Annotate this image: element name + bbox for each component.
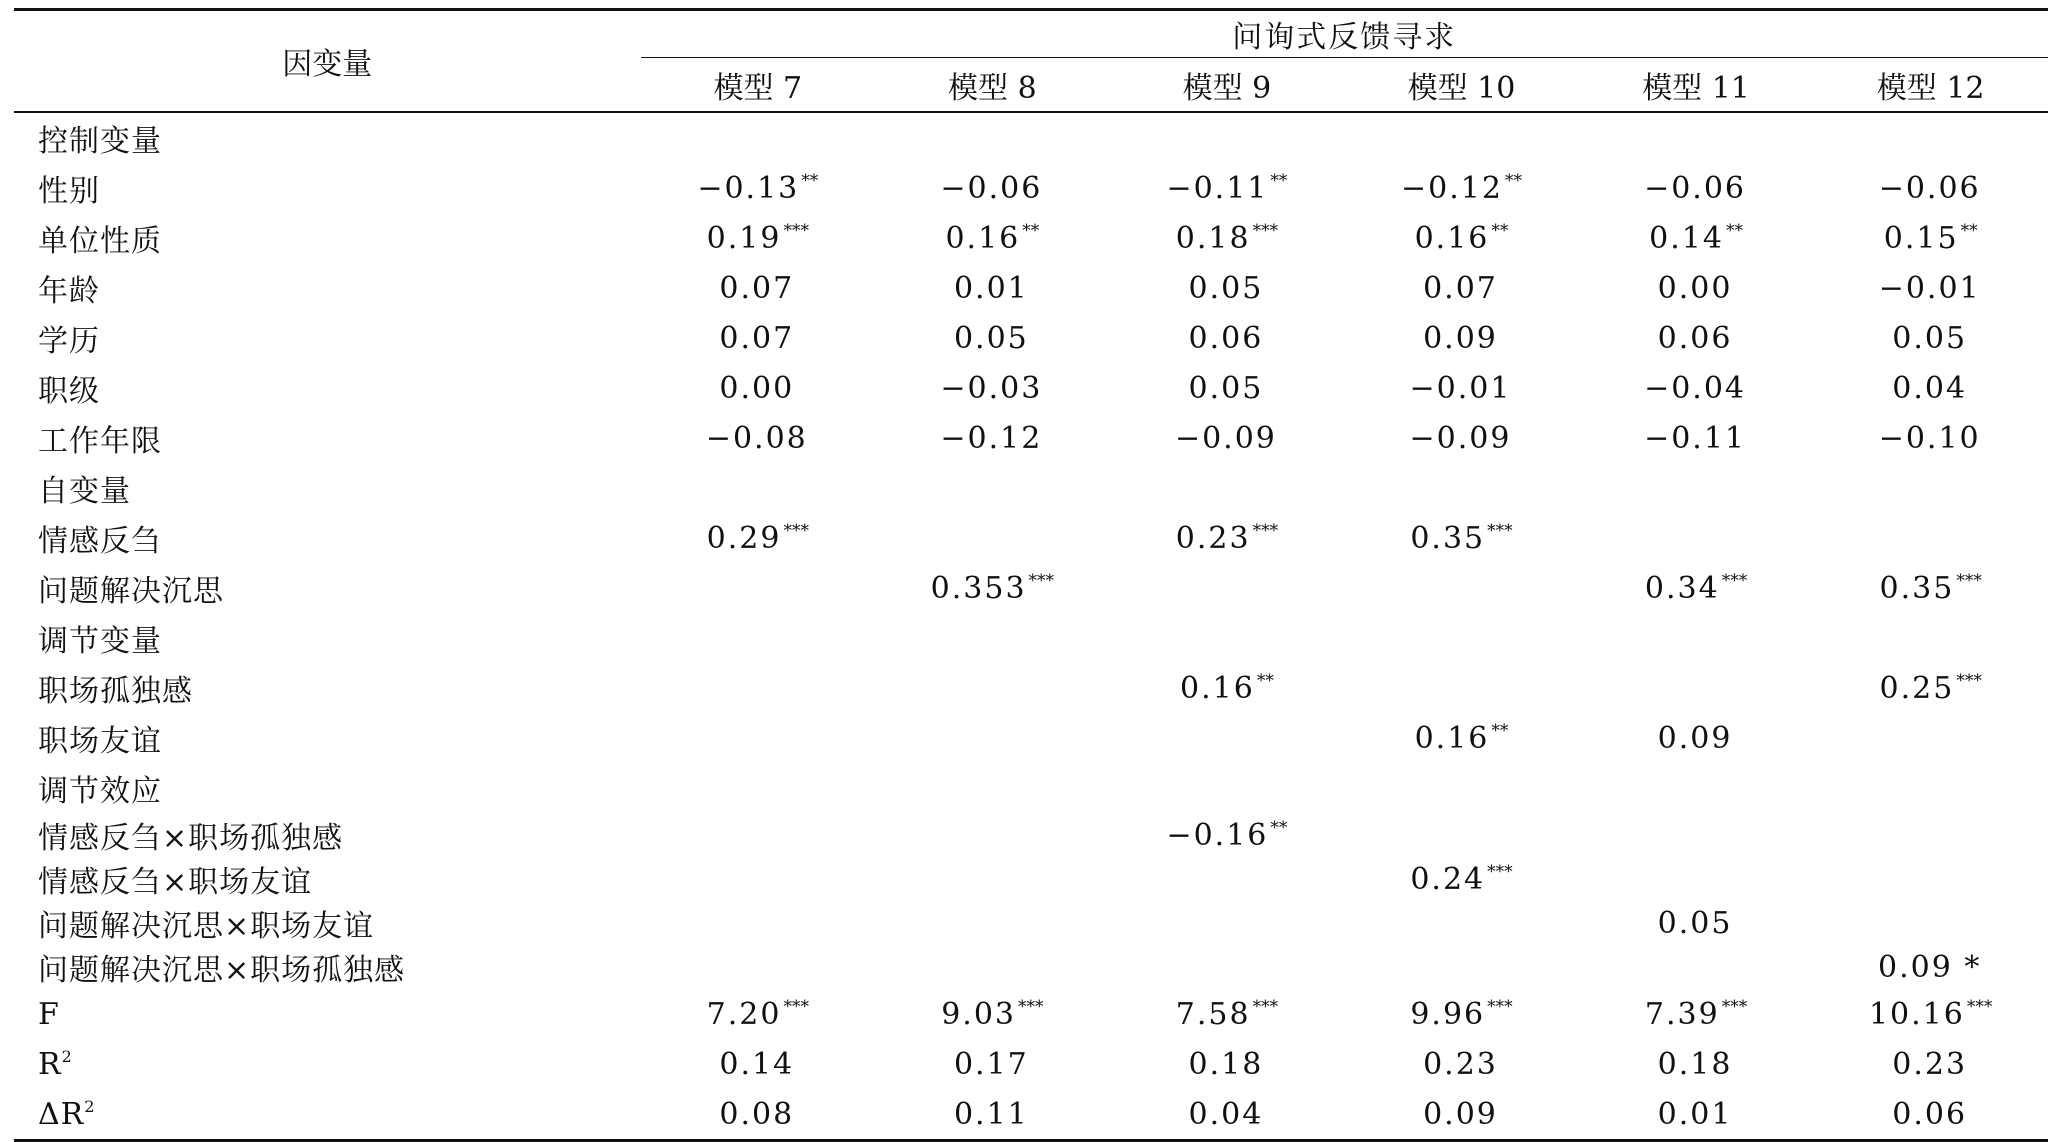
coefficient-cell	[1579, 513, 1814, 563]
coefficient-value: 7.20	[706, 996, 782, 1032]
coefficient-cell	[1813, 663, 2048, 713]
coefficient-cell	[1579, 857, 1814, 901]
row-label	[14, 763, 641, 813]
row-label	[14, 463, 641, 513]
significance-marker: ***	[1252, 996, 1279, 1017]
coefficient-value: −0.10	[1878, 420, 1981, 456]
coefficient-cell	[1579, 563, 1814, 613]
coefficient-cell	[1579, 613, 1814, 663]
coefficient-value: 0.15	[1883, 220, 1959, 256]
table-row	[14, 989, 2048, 1039]
coefficient-value: 0.18	[1657, 1046, 1733, 1082]
row-label	[14, 613, 641, 663]
coefficient-value: 0.04	[1892, 370, 1968, 406]
coefficient-value: 0.07	[719, 270, 795, 306]
coefficient-value: −0.01	[1878, 270, 1981, 306]
coefficient-value: 0.05	[953, 320, 1029, 356]
row-label-text: 单位性质	[38, 224, 162, 259]
coefficient-cell	[875, 857, 1110, 901]
row-label	[14, 857, 641, 901]
coefficient-cell	[1813, 901, 2048, 945]
coefficient-cell	[1579, 413, 1814, 463]
coefficient-cell	[1110, 263, 1345, 313]
regression-table	[14, 8, 2048, 1142]
coefficient-cell	[1110, 513, 1345, 563]
row-label	[14, 112, 641, 163]
coefficient-cell	[1110, 213, 1345, 263]
coefficient-cell	[875, 563, 1110, 613]
row-label-text: R	[38, 1046, 62, 1082]
coefficient-value: 0.16	[1180, 670, 1255, 706]
coefficient-cell	[1344, 313, 1579, 363]
model-header-7: 模型 7	[641, 58, 876, 112]
coefficient-cell	[875, 1089, 1110, 1141]
coefficient-cell	[1813, 989, 2048, 1039]
coefficient-cell	[875, 813, 1110, 857]
significance-marker: ***	[783, 520, 809, 541]
coefficient-cell	[641, 213, 876, 263]
table-row	[14, 1089, 2048, 1141]
significance-marker: ***	[1956, 570, 1982, 591]
coefficient-cell	[875, 263, 1110, 313]
coefficient-cell	[1813, 763, 2048, 813]
coefficient-cell	[1110, 989, 1345, 1039]
table-row	[14, 945, 2048, 989]
coefficient-cell	[1110, 1039, 1345, 1089]
coefficient-cell	[1579, 363, 1814, 413]
significance-marker: ***	[783, 220, 809, 241]
coefficient-value: 0.35	[1410, 520, 1486, 556]
significance-marker: **	[801, 170, 819, 191]
coefficient-cell	[875, 413, 1110, 463]
coefficient-cell	[1579, 663, 1814, 713]
coefficient-cell	[1813, 413, 2048, 463]
coefficient-value: 0.09 *	[1877, 949, 1982, 985]
coefficient-cell	[641, 857, 876, 901]
coefficient-cell	[1110, 413, 1345, 463]
coefficient-cell	[1344, 112, 1579, 163]
coefficient-cell	[1110, 663, 1345, 713]
coefficient-value: 0.16	[1414, 720, 1490, 756]
coefficient-value: 0.01	[1657, 1096, 1733, 1132]
coefficient-cell	[641, 763, 876, 813]
dependent-variable-header: 因变量	[14, 10, 641, 113]
coefficient-value: −0.16	[1166, 817, 1269, 853]
coefficient-cell	[1579, 313, 1814, 363]
coefficient-cell	[1110, 945, 1345, 989]
coefficient-cell	[1579, 112, 1814, 163]
coefficient-cell	[1110, 112, 1345, 163]
coefficient-cell	[875, 763, 1110, 813]
model-header-8: 模型 8	[875, 58, 1110, 112]
coefficient-cell	[1813, 213, 2048, 263]
row-label-text: 问题解决沉思	[38, 574, 224, 609]
coefficient-cell	[641, 663, 876, 713]
row-label	[14, 989, 641, 1039]
coefficient-cell	[641, 713, 876, 763]
coefficient-cell	[875, 901, 1110, 945]
table-row	[14, 413, 2048, 463]
coefficient-cell	[875, 713, 1110, 763]
coefficient-value: 0.06	[1892, 1096, 1968, 1132]
coefficient-cell	[875, 363, 1110, 413]
coefficient-cell	[641, 163, 876, 213]
coefficient-cell	[1813, 945, 2048, 989]
significance-marker: **	[1504, 170, 1522, 191]
coefficient-value: 0.35	[1879, 570, 1955, 606]
significance-marker: ***	[1028, 570, 1055, 591]
coefficient-cell	[1579, 213, 1814, 263]
significance-marker: **	[1022, 220, 1040, 241]
coefficient-value: 7.58	[1175, 996, 1251, 1032]
row-label	[14, 213, 641, 263]
coefficient-cell	[1110, 363, 1345, 413]
row-label-text: 情感反刍×职场友谊	[38, 865, 313, 900]
row-label-text: 调节变量	[38, 624, 162, 659]
coefficient-value: 0.09	[1657, 720, 1733, 756]
coefficient-value: −0.11	[1166, 170, 1269, 206]
row-label	[14, 313, 641, 363]
coefficient-cell	[1344, 463, 1579, 513]
coefficient-value: 0.11	[953, 1096, 1029, 1132]
significance-marker: ***	[1252, 220, 1279, 241]
table-row	[14, 713, 2048, 763]
significance-marker: ***	[1018, 996, 1044, 1017]
coefficient-value: 0.05	[1657, 905, 1733, 941]
coefficient-value: 0.29	[706, 520, 782, 556]
coefficient-value: 0.18	[1188, 1046, 1264, 1082]
significance-marker: ***	[1721, 996, 1748, 1017]
coefficient-cell	[1579, 989, 1814, 1039]
row-label-text: 职场友谊	[38, 724, 162, 759]
row-label	[14, 713, 641, 763]
coefficient-cell	[641, 613, 876, 663]
row-label-text: 性别	[38, 174, 100, 209]
coefficient-cell	[1579, 163, 1814, 213]
coefficient-value: −0.09	[1174, 420, 1277, 456]
coefficient-cell	[1344, 713, 1579, 763]
coefficient-cell	[1813, 313, 2048, 363]
coefficient-value: −0.13	[697, 170, 800, 206]
significance-marker: **	[1491, 720, 1509, 741]
coefficient-cell	[1813, 857, 2048, 901]
coefficient-value: 0.19	[706, 220, 782, 256]
coefficient-cell	[1110, 1089, 1345, 1141]
coefficient-cell	[1344, 1089, 1579, 1141]
coefficient-cell	[1813, 713, 2048, 763]
row-label-text: 情感反刍×职场孤独感	[38, 821, 344, 856]
coefficient-value: 0.14	[1649, 220, 1724, 256]
coefficient-value: 0.24	[1410, 861, 1486, 897]
significance-marker: **	[1270, 817, 1288, 838]
row-label	[14, 413, 641, 463]
table-row	[14, 363, 2048, 413]
row-label-text: 情感反刍	[38, 524, 162, 559]
coefficient-value: 0.23	[1892, 1046, 1968, 1082]
row-label-text: 工作年限	[38, 424, 162, 459]
coefficient-value: 0.18	[1175, 220, 1251, 256]
coefficient-cell	[1110, 713, 1345, 763]
table-row	[14, 213, 2048, 263]
coefficient-value: −0.09	[1409, 420, 1512, 456]
coefficient-cell	[1579, 763, 1814, 813]
significance-marker: **	[1491, 220, 1509, 241]
coefficient-value: 0.353	[930, 570, 1027, 606]
coefficient-value: 0.05	[1188, 370, 1264, 406]
coefficient-cell	[1813, 1089, 2048, 1141]
coefficient-cell	[875, 513, 1110, 563]
table-row	[14, 513, 2048, 563]
row-label-text: 控制变量	[38, 124, 162, 159]
row-label	[14, 363, 641, 413]
coefficient-cell	[1579, 945, 1814, 989]
row-label	[14, 945, 641, 989]
coefficient-value: 0.00	[719, 370, 795, 406]
coefficient-cell	[1344, 163, 1579, 213]
coefficient-value: −0.06	[940, 170, 1043, 206]
table-row	[14, 112, 2048, 163]
row-label-text: F	[38, 996, 60, 1032]
coefficient-value: 10.16	[1868, 996, 1965, 1032]
table-row	[14, 463, 2048, 513]
coefficient-value: 0.34	[1644, 570, 1720, 606]
significance-marker: **	[1270, 170, 1288, 191]
row-label-superscript: 2	[61, 1046, 73, 1066]
coefficient-cell	[875, 112, 1110, 163]
coefficient-value: 0.06	[1188, 320, 1264, 356]
coefficient-cell	[641, 363, 876, 413]
row-label-text: 学历	[38, 324, 100, 359]
coefficient-cell	[641, 813, 876, 857]
row-label-text: 年龄	[38, 274, 100, 309]
coefficient-cell	[1579, 463, 1814, 513]
coefficient-cell	[1579, 813, 1814, 857]
coefficient-value: −0.08	[705, 420, 808, 456]
coefficient-cell	[875, 613, 1110, 663]
coefficient-cell	[641, 413, 876, 463]
coefficient-value: 0.16	[1414, 220, 1490, 256]
coefficient-value: −0.06	[1878, 170, 1981, 206]
regression-table-container	[14, 8, 2048, 1142]
table-row	[14, 313, 2048, 363]
significance-marker: ***	[1487, 996, 1513, 1017]
coefficient-value: −0.11	[1644, 420, 1747, 456]
coefficient-value: 0.17	[953, 1046, 1029, 1082]
coefficient-value: −0.04	[1644, 370, 1747, 406]
coefficient-cell	[1344, 763, 1579, 813]
significance-marker: ***	[1487, 520, 1513, 541]
group-header: 问询式反馈寻求	[641, 10, 2048, 58]
coefficient-cell	[875, 989, 1110, 1039]
model-header-11: 模型 11	[1579, 58, 1814, 112]
significance-marker: **	[1256, 670, 1274, 691]
coefficient-cell	[1813, 263, 2048, 313]
table-row	[14, 857, 2048, 901]
coefficient-cell	[641, 945, 876, 989]
coefficient-cell	[1344, 813, 1579, 857]
coefficient-value: 0.05	[1188, 270, 1264, 306]
coefficient-cell	[875, 213, 1110, 263]
model-header-10: 模型 10	[1344, 58, 1579, 112]
coefficient-cell	[1344, 613, 1579, 663]
coefficient-cell	[875, 163, 1110, 213]
coefficient-cell	[1110, 813, 1345, 857]
coefficient-cell	[1110, 163, 1345, 213]
significance-marker: **	[1960, 220, 1978, 241]
coefficient-cell	[641, 263, 876, 313]
coefficient-value: −0.06	[1644, 170, 1747, 206]
row-label-text: 职场孤独感	[38, 674, 193, 709]
table-row	[14, 663, 2048, 713]
coefficient-cell	[1813, 1039, 2048, 1089]
coefficient-cell	[641, 463, 876, 513]
significance-marker: ***	[1966, 996, 1993, 1017]
row-label-text: 问题解决沉思×职场友谊	[38, 909, 375, 944]
coefficient-cell	[1110, 857, 1345, 901]
table-row	[14, 901, 2048, 945]
coefficient-value: 0.01	[953, 270, 1029, 306]
coefficient-value: 0.06	[1657, 320, 1733, 356]
coefficient-cell	[641, 313, 876, 363]
significance-marker: ***	[1252, 520, 1279, 541]
table-body	[14, 112, 2048, 1141]
coefficient-cell	[1579, 263, 1814, 313]
coefficient-cell	[1813, 163, 2048, 213]
coefficient-cell	[1110, 901, 1345, 945]
coefficient-cell	[1813, 813, 2048, 857]
coefficient-value: 0.07	[719, 320, 795, 356]
coefficient-value: 0.16	[945, 220, 1021, 256]
row-label	[14, 663, 641, 713]
significance-marker: ***	[1956, 670, 1982, 691]
coefficient-cell	[1110, 313, 1345, 363]
row-label	[14, 1039, 641, 1089]
row-label	[14, 513, 641, 563]
model-header-12: 模型 12	[1813, 58, 2048, 112]
coefficient-cell	[875, 1039, 1110, 1089]
coefficient-cell	[1110, 463, 1345, 513]
significance-marker: **	[1725, 220, 1743, 241]
coefficient-cell	[1813, 463, 2048, 513]
coefficient-cell	[1813, 613, 2048, 663]
coefficient-value: 0.14	[719, 1046, 795, 1082]
table-row	[14, 563, 2048, 613]
row-label	[14, 263, 641, 313]
coefficient-cell	[1579, 713, 1814, 763]
coefficient-cell	[641, 989, 876, 1039]
coefficient-value: 7.39	[1644, 996, 1720, 1032]
coefficient-cell	[1344, 213, 1579, 263]
coefficient-cell	[641, 513, 876, 563]
coefficient-cell	[1344, 413, 1579, 463]
coefficient-cell	[1344, 945, 1579, 989]
model-header-9: 模型 9	[1110, 58, 1345, 112]
coefficient-value: 0.09	[1423, 320, 1498, 356]
coefficient-cell	[1813, 363, 2048, 413]
coefficient-cell	[1110, 563, 1345, 613]
row-label-text: ΔR	[38, 1096, 85, 1132]
coefficient-cell	[641, 112, 876, 163]
coefficient-cell	[1344, 663, 1579, 713]
coefficient-value: −0.12	[940, 420, 1043, 456]
table-row	[14, 1039, 2048, 1089]
coefficient-cell	[641, 1039, 876, 1089]
significance-marker: ***	[1487, 861, 1513, 882]
coefficient-cell	[1344, 857, 1579, 901]
coefficient-value: 0.23	[1423, 1046, 1498, 1082]
coefficient-cell	[1813, 112, 2048, 163]
row-label-text: 职级	[38, 374, 100, 409]
coefficient-cell	[875, 463, 1110, 513]
row-label	[14, 813, 641, 857]
coefficient-cell	[1579, 1039, 1814, 1089]
coefficient-value: 0.05	[1892, 320, 1968, 356]
coefficient-value: −0.03	[940, 370, 1043, 406]
coefficient-value: 0.00	[1657, 270, 1733, 306]
coefficient-cell	[1579, 901, 1814, 945]
row-label	[14, 1089, 641, 1141]
coefficient-cell	[1344, 263, 1579, 313]
table-row	[14, 163, 2048, 213]
coefficient-cell	[1344, 513, 1579, 563]
significance-marker: ***	[783, 996, 809, 1017]
coefficient-value: 9.03	[941, 996, 1016, 1032]
coefficient-value: 0.23	[1175, 520, 1251, 556]
coefficient-cell	[1344, 989, 1579, 1039]
coefficient-cell	[1110, 763, 1345, 813]
row-label-text: 调节效应	[38, 774, 162, 809]
coefficient-cell	[641, 901, 876, 945]
row-label-text: 问题解决沉思×职场孤独感	[38, 953, 406, 988]
coefficient-cell	[641, 1089, 876, 1141]
coefficient-cell	[1344, 901, 1579, 945]
row-label	[14, 163, 641, 213]
significance-marker: ***	[1721, 570, 1748, 591]
table-header	[14, 10, 2048, 113]
coefficient-value: 0.04	[1188, 1096, 1264, 1132]
coefficient-cell	[1344, 363, 1579, 413]
coefficient-value: 0.25	[1879, 670, 1955, 706]
coefficient-value: 0.09	[1423, 1096, 1498, 1132]
coefficient-cell	[1110, 613, 1345, 663]
coefficient-cell	[875, 663, 1110, 713]
coefficient-value: 0.08	[719, 1096, 795, 1132]
coefficient-cell	[1579, 1089, 1814, 1141]
coefficient-cell	[1344, 1039, 1579, 1089]
coefficient-cell	[875, 313, 1110, 363]
coefficient-value: −0.01	[1409, 370, 1512, 406]
row-label-text: 自变量	[38, 474, 131, 509]
coefficient-value: 0.07	[1423, 270, 1498, 306]
coefficient-cell	[875, 945, 1110, 989]
coefficient-value: −0.12	[1401, 170, 1503, 206]
coefficient-value: 9.96	[1410, 996, 1486, 1032]
coefficient-cell	[1813, 513, 2048, 563]
row-label	[14, 901, 641, 945]
coefficient-cell	[1344, 563, 1579, 613]
table-row	[14, 763, 2048, 813]
table-row	[14, 613, 2048, 663]
table-row	[14, 813, 2048, 857]
row-label-superscript: 2	[84, 1096, 96, 1116]
table-row	[14, 263, 2048, 313]
coefficient-cell	[641, 563, 876, 613]
coefficient-cell	[1813, 563, 2048, 613]
row-label	[14, 563, 641, 613]
